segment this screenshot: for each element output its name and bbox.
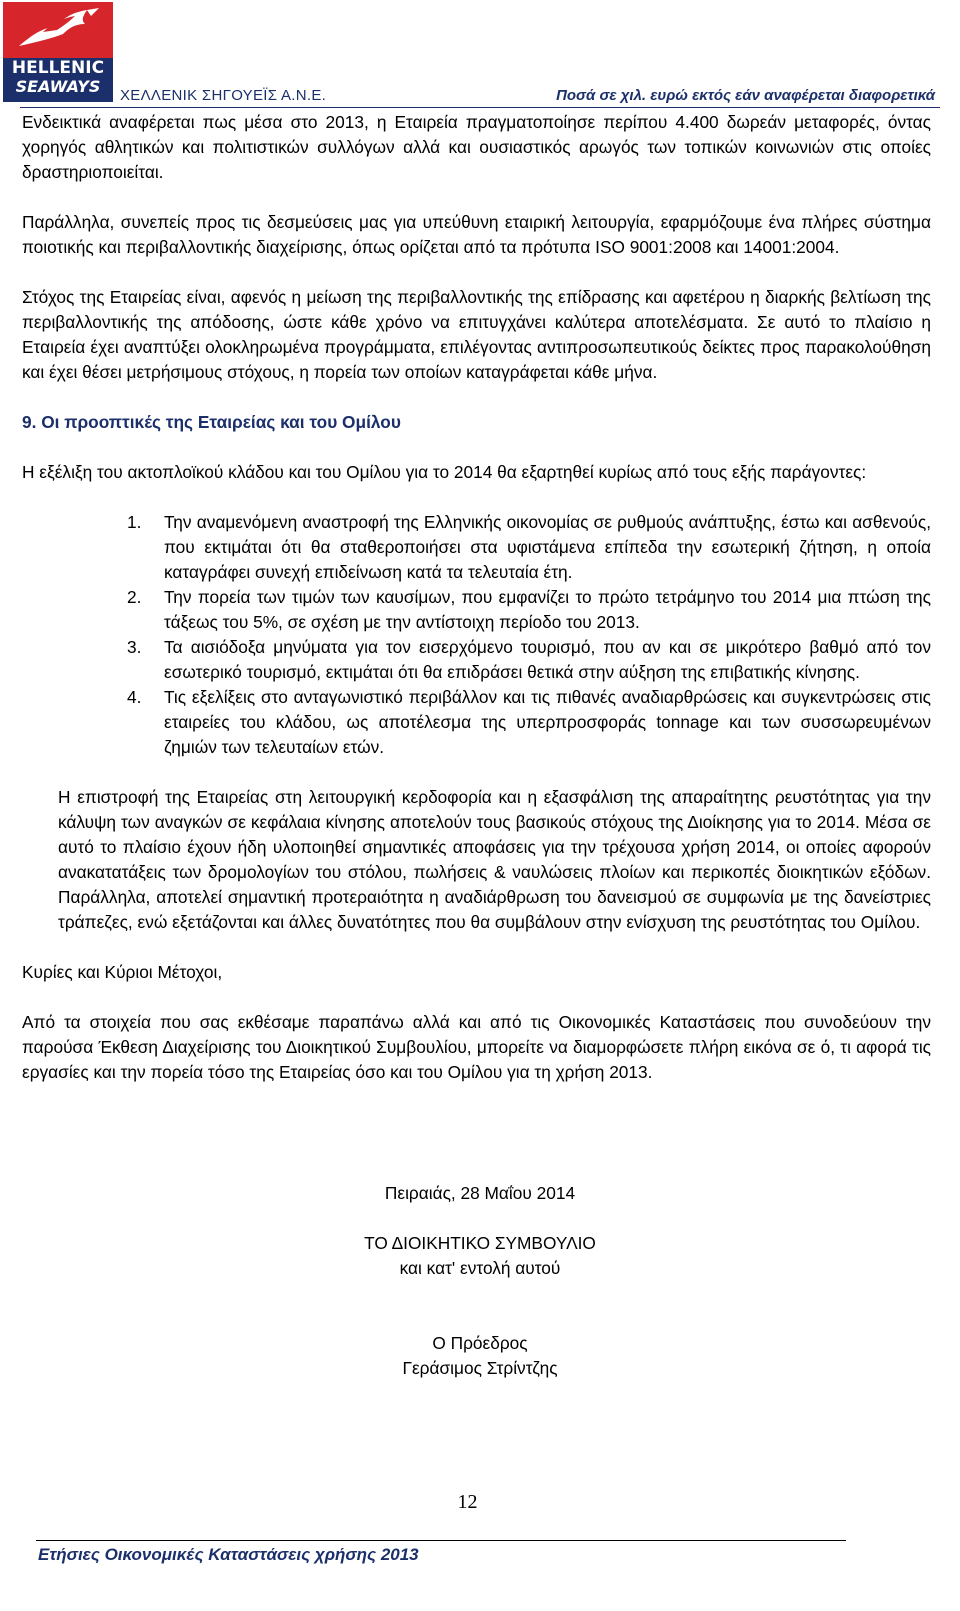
logo-text-hellenic: HELLENIC [11, 58, 105, 78]
list-item-text: Τις εξελίξεις στο ανταγωνιστικό περιβάλλον και τις πιθανές αναδιαρθρώσεις και συγκεντρώσεις στις εταιρείες του κλάδου, ως αποτέλεσμα της υπερπροσφοράς tonnage και των συσσωρευμένων ζημιών των τελευταίων ετών. [164, 687, 931, 757]
paragraph-intro: Η εξέλιξη του ακτοπλοϊκού κλάδου και του Ομίλου για το 2014 θα εξαρτηθεί κυρίως από τους εξής παράγοντες: [22, 462, 867, 482]
list-number: 4. [127, 687, 142, 707]
list-item [127, 635, 931, 685]
list-item-text: Την αναμενόμενη αναστροφή της Ελληνικής οικονομίας σε ρυθμούς ανάπτυξης, έστω και ασθενούς, που εκτιμάται ότι θα σταθεροποιήσει στα υφιστάμενα επίπεδα την εσωτερική ζήτηση, η οποία καταγράφει συνεχή επιδείνωση κατά τα τελευταία έτη. [164, 512, 931, 582]
list-item [127, 510, 931, 585]
footer-title: Ετήσιες Οικονομικές Καταστάσεις χρήσης 2013 [38, 1545, 419, 1564]
header-divider [20, 107, 940, 108]
paragraph-environment: Στόχος της Εταιρείας είναι, αφενός η μείωση της περιβαλλοντικής της επίδρασης και αφετέρου η διαρκής βελτίωση της περιβαλλοντικής της απόδοσης, ώστε κάθε χρόνο να επιτυγχάνει καλύτερα αποτελέσματα. Σε αυτό το πλαίσιο η Εταιρεία έχει αναπτύξει ολοκληρωμένα προγράμματα, επιλέγοντας αντιπροσωπευτικούς δείκτες προς παρακολούθηση και έχει θέσει μετρήσιμους στόχους, η πορεία των οποίων καταγράφεται κάθε μήνα. [22, 287, 931, 382]
place-date: Πειραιάς, 28 Μαΐου 2014 [384, 1183, 576, 1203]
footer-divider [36, 1540, 846, 1541]
list-number: 2. [127, 587, 142, 607]
on-behalf-line: και κατ' εντολή αυτού [399, 1258, 561, 1278]
list-item [127, 685, 931, 760]
paragraph-donations: Ενδεικτικά αναφέρεται πως μέσα στο 2013, η Εταιρεία πραγματοποίησε περίπου 4.400 δωρεάν μεταφορές, όντας χορηγός αθλητικών και πολιτιστικών συλλόγων αλλά και ουσιαστικός αρωγός των τοπικών κοινωνιών στις οποίες δραστηριοποιείται. [22, 112, 931, 182]
section-heading: 9. Οι προοπτικές της Εταιρείας και του Ομίλου [22, 412, 401, 432]
salutation: Κυρίες και Κύριοι Μέτοχοι, [22, 962, 223, 982]
company-name: ΧΕΛΛΕΝΙΚ ΣΗΓΟΥΕΪΣ Α.Ν.Ε. [120, 87, 327, 104]
list-item-text: Τα αισιόδοξα μηνύματα για τον εισερχόμενο τουρισμό, που αν και σε μικρότερο βαθμό από τον εσωτερικό τουρισμό, εκτιμάται ότι θα επιδράσει θετικά στην αύξηση της επιβατικής κίνησης. [164, 637, 931, 682]
paragraph-goals: Η επιστροφή της Εταιρείας στη λειτουργική κερδοφορία και η εξασφάλιση της απαραίτητης ρευστότητας για την κάλυψη των αναγκών σε κεφάλαια κίνησης αποτελούν τους βασικούς στόχους της Διοίκησης για το 2014. Μέσα σε αυτό το πλαίσιο έχουν ήδη υλοποιηθεί σημαντικές αποφάσεις για την τρέχουσα χρήση 2014, οι οποίες αφορούν ανακατατάξεις των δρομολογίων του στόλου, πωλήσεις & ναυλώσεις πλοίων και περικοπές διοικητικών εξόδων. Παράλληλα, αποτελεί σημαντική προτεραιότητα η αναδιάρθρωση του δανεισμού σε συμφωνία με της δανείστριες τράπεζες, ενώ εξετάζονται και άλλες δυνατότητες που θα συμβάλουν στην ενίσχυση της ρευστότητας του Ομίλου. [58, 787, 931, 932]
signatory-name: Γεράσιμος Στρίντζης [402, 1358, 558, 1378]
list-number: 1. [127, 512, 142, 532]
page-header [0, 0, 960, 108]
factors-list [22, 510, 931, 760]
document-body [22, 110, 931, 1110]
signatory-role: Ο Πρόεδρος [432, 1333, 528, 1353]
list-item-text: Την πορεία των τιμών των καυσίμων, που εμφανίζει το πρώτο τετράμηνο του 2014 μια πτώση της τάξεως του 5%, σε σχέση με την αντίστοιχη περίοδο του 2013. [164, 587, 931, 632]
paragraph-iso: Παράλληλα, συνεπείς προς τις δεσμεύσεις μας για υπεύθυνη εταιρική λειτουργία, εφαρμόζουμε ένα πλήρες σύστημα ποιοτικής και περιβαλλοντικής διαχείρισης, όπως ορίζεται από τα πρότυπα ISO 9001:2008 και 14001:2004. [22, 212, 931, 257]
board-title: ΤΟ ΔΙΟΙΚΗΤΙΚΟ ΣΥΜΒΟΥΛΙΟ [364, 1233, 596, 1253]
list-number: 3. [127, 637, 142, 657]
paragraph-closing: Από τα στοιχεία που σας εκθέσαμε παραπάνω αλλά και από τις Οικονομικές Καταστάσεις που συνοδεύουν την παρούσα Έκθεση Διαχείρισης του Διοικητικού Συμβουλίου, μπορείτε να διαμορφώσετε πλήρη εικόνα σε ό, τι αφορά τις εργασίες και την πορεία τόσο της Εταιρείας όσο και του Ομίλου για τη χρήση 2013. [22, 1012, 931, 1082]
page-number: 12 [457, 1491, 478, 1513]
horse-icon [13, 6, 103, 54]
company-logo [3, 2, 113, 102]
list-item [127, 585, 931, 635]
amounts-note: Ποσά σε χιλ. ευρώ εκτός εάν αναφέρεται διαφορετικά [556, 87, 935, 104]
logo-text-seaways: SEAWAYS [15, 77, 101, 96]
